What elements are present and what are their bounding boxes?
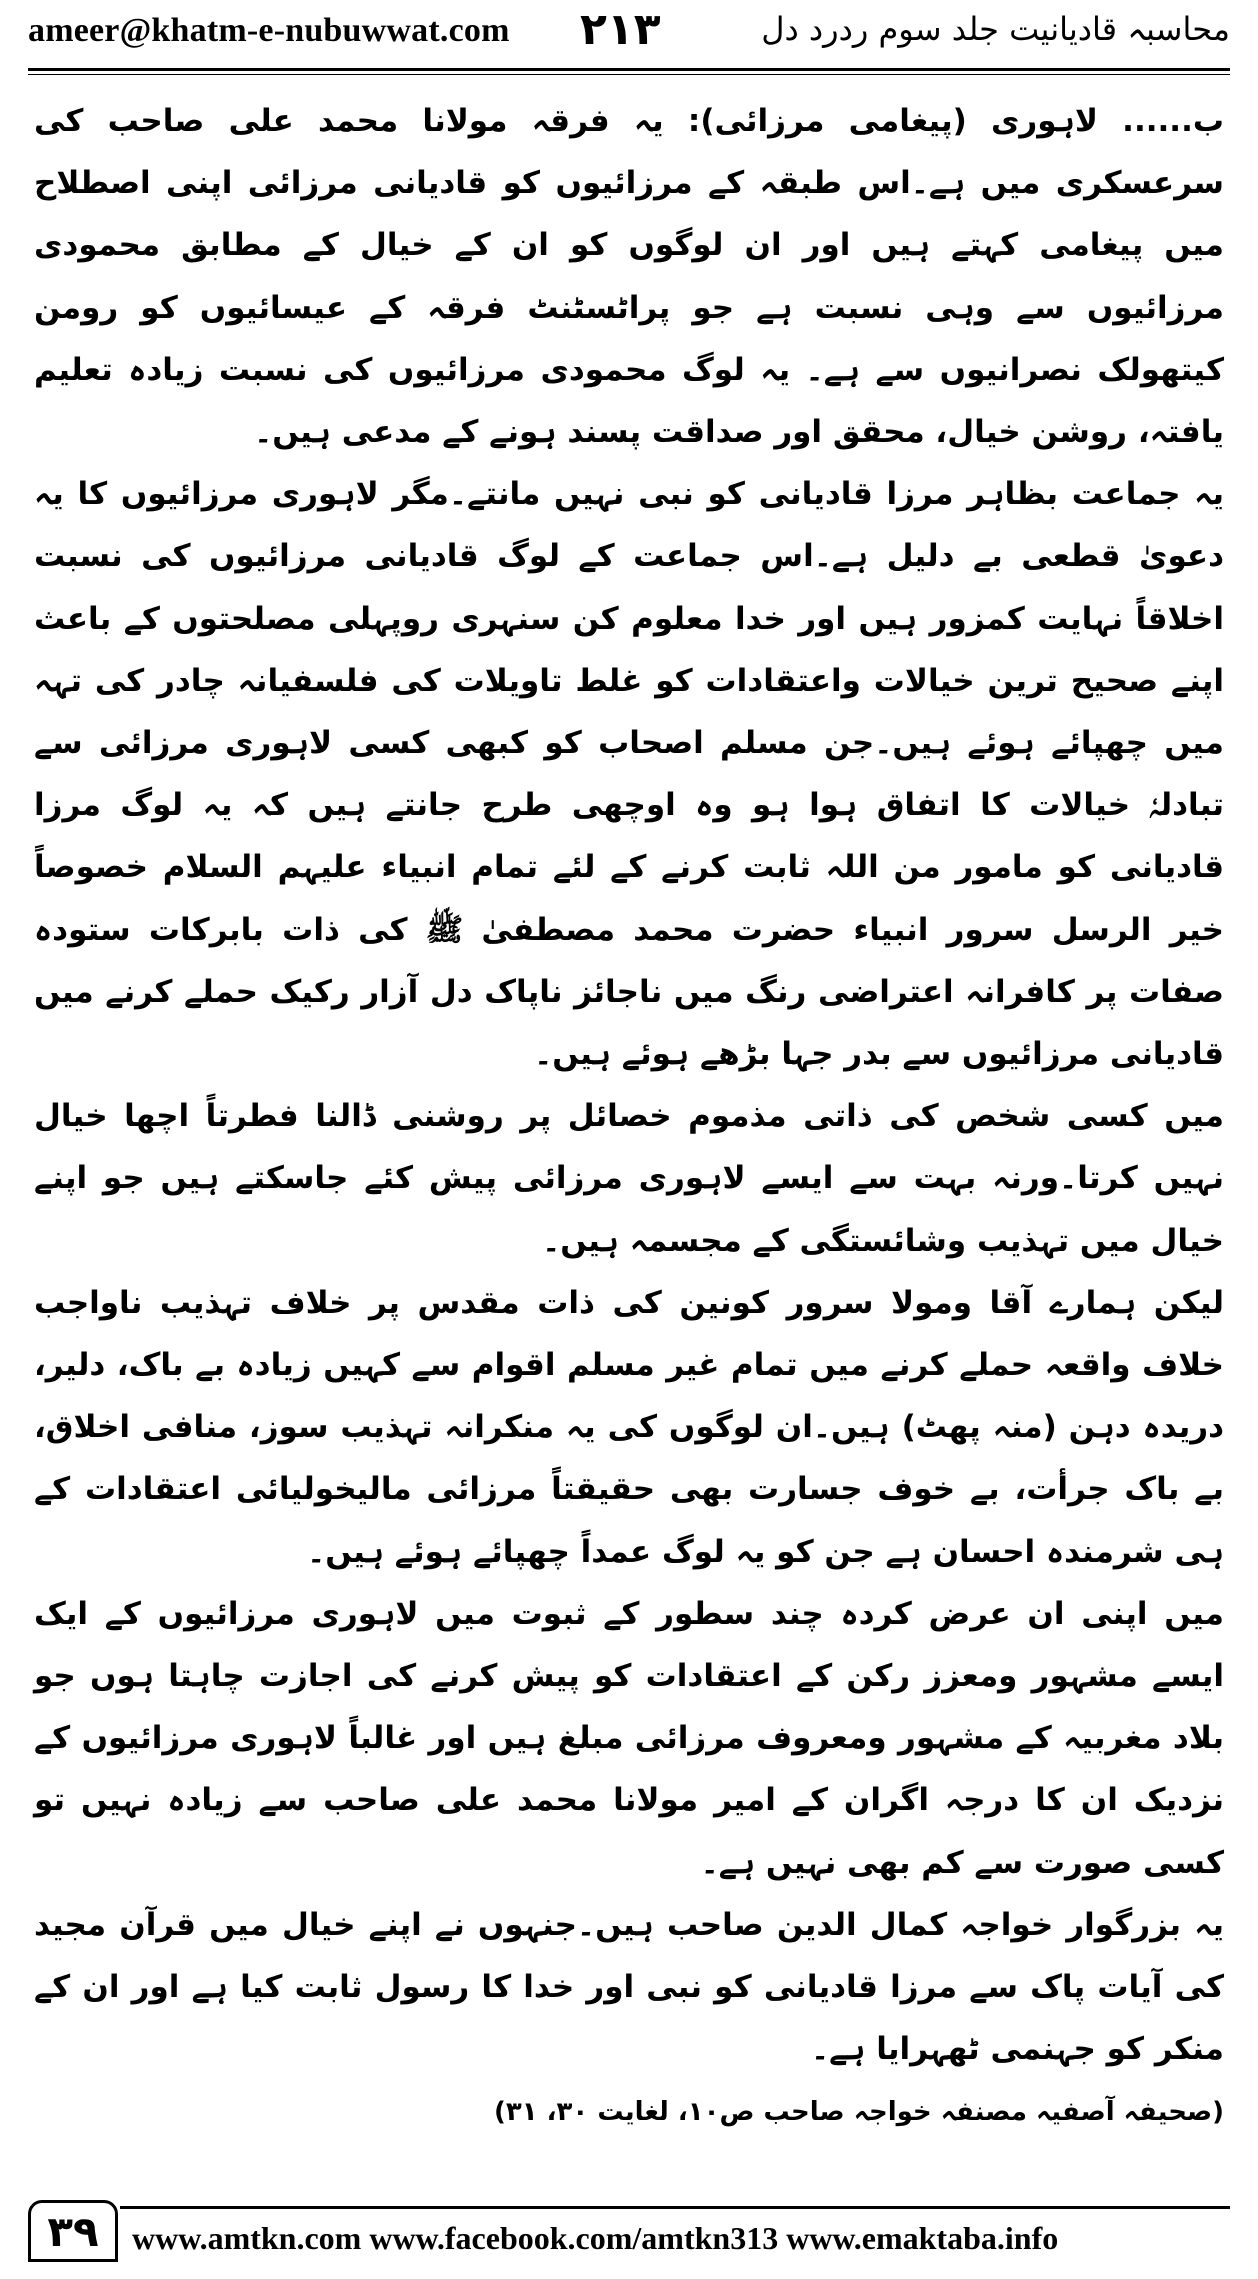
page-footer xyxy=(28,2200,1230,2270)
body-text xyxy=(34,90,1224,2143)
reference-citation: (صحیفہ آصفیہ مصنفہ خواجہ صاحب ص۱۰، لغایت ۳۰، ۳۱) xyxy=(493,2096,1224,2127)
paragraph-evidence: میں اپنی ان عرض کردہ چند سطور کے ثبوت میں لاہوری مرزائیوں کے ایک ایسے مشہور ومعزز رکن کے اعتقادات کو پیش کرنے کی اجازت چاہتا ہوں جو بلاد مغربیہ کے مشہور ومعروف مرزائی مبلغ ہیں اور غالباً لاہوری مرزائیوں کے نزدیک ان کا درجہ اگران کے امیر مولانا محمد علی صاحب سے زیادہ نہیں تو کسی صورت سے کم بھی نہیں ہے۔ xyxy=(34,1595,1224,1881)
paragraph-attacks: لیکن ہمارے آقا ومولا سرور کونین کی ذات مقدس پر خلاف تہذیب ناواجب خلاف واقعہ حملے کرنے میں تمام غیر مسلم اقوام سے کہیں زیادہ بے باک، دلیر، دریدہ دہن (منہ پھٹ) ہیں۔ان لوگوں کی یہ منکرانہ تہذیب سوز، منافی اخلاق، بے باک جرأت، بے خوف جسارت بھی حقیقتاً مرزائی مالیخولیائی اعتقادات کے ہی شرمندہ احسان ہے جن کو یہ لوگ عمداً چھپائے ہوئے ہیں۔ xyxy=(34,1284,1224,1570)
paragraph-lahori: ب...... لاہوری (پیغامی مرزائی): یہ فرقہ مولانا محمد علی صاحب کی سرعسکری میں ہے۔اس طبقہ کے مرزائیوں کو قادیانی مرزائی اپنی اصطلاح میں پیغامی کہتے ہیں اور ان لوگوں کو ان کے خیال کے مطابق محمودی مرزائیوں سے وہی نسبت ہے جو پراٹسٹنٹ فرقہ کے عیسائیوں کو رومن کیتھولک نصرانیوں سے ہے۔ یہ لوگ محمودی مرزائیوں کی نسبت زیادہ تعلیم یافتہ، روشن خیال، محقق اور صداقت پسند ہونے کے مدعی ہیں۔ xyxy=(34,103,1224,451)
footer-rule xyxy=(120,2206,1230,2209)
page-header xyxy=(28,4,1230,66)
header-rule-thin xyxy=(28,74,1230,75)
header-rule xyxy=(28,68,1230,71)
footer-links: www.amtkn.com www.facebook.com/amtkn313 www.emaktaba.info xyxy=(132,2220,1059,2256)
paragraph-personal: میں کسی شخص کی ذاتی مذموم خصائل پر روشنی ڈالنا فطرتاً اچھا خیال نہیں کرتا۔ورنہ بہت سے ایسے لاہوری مرزائی پیش کئے جاسکتے ہیں جو اپنے خیال میں تہذیب وشائستگی کے مجسمہ ہیں۔ xyxy=(34,1098,1224,1259)
paragraph-khwaja: یہ بزرگوار خواجہ کمال الدین صاحب ہیں۔جنہوں نے اپنے خیال میں قرآن مجید کی آیات پاک سے مرزا قادیانی کو نبی اور خدا کا رسول ثابت کیا ہے اور ان کے منکر کو جہنمی ٹھہرایا ہے۔ xyxy=(34,1906,1224,2068)
header-page-number: ۲۱۳ xyxy=(580,4,661,55)
paragraph-jamaat: یہ جماعت بظاہر مرزا قادیانی کو نبی نہیں مانتے۔مگر لاہوری مرزائیوں کا یہ دعویٰ قطعی بے دلیل ہے۔اس جماعت کے لوگ قادیانی مرزائیوں کی نسبت اخلاقاً نہایت کمزور ہیں اور خدا معلوم کن سنہری روپہلی مصلحتوں کے باعث اپنے صحیح ترین خیالات واعتقادات کو غلط تاویلات کی فلسفیانہ چادر کی تہہ میں چھپائے ہوئے ہیں۔جن مسلم اصحاب کو کبھی کسی لاہوری مرزائی سے تبادلہٗ خیالات کا اتفاق ہوا ہو وہ اوچھی طرح جانتے ہیں کہ یہ لوگ مرزا قادیانی کو مامور من اللہ ثابت کرنے کے لئے تمام انبیاء علیہم السلام خصوصاً خیر الرسل سرور انبیاء حضرت محمد مصطفیٰ ﷺ کی ذات بابرکات ستودہ صفات پر کافرانہ اعتراضی رنگ میں ناجائز ناپاک دل آزار رکیک حملے کرنے میں قادیانی مرزائیوں سے بدر جہا بڑھے ہوئے ہیں۔ xyxy=(34,476,1224,1073)
header-book-title: محاسبہ قادیانیت جلد سوم ردرد دل xyxy=(761,10,1230,48)
footer-page-number: ۳۹ xyxy=(28,2200,118,2262)
header-email: ameer@khatm-e-nubuwwat.com xyxy=(28,12,510,49)
